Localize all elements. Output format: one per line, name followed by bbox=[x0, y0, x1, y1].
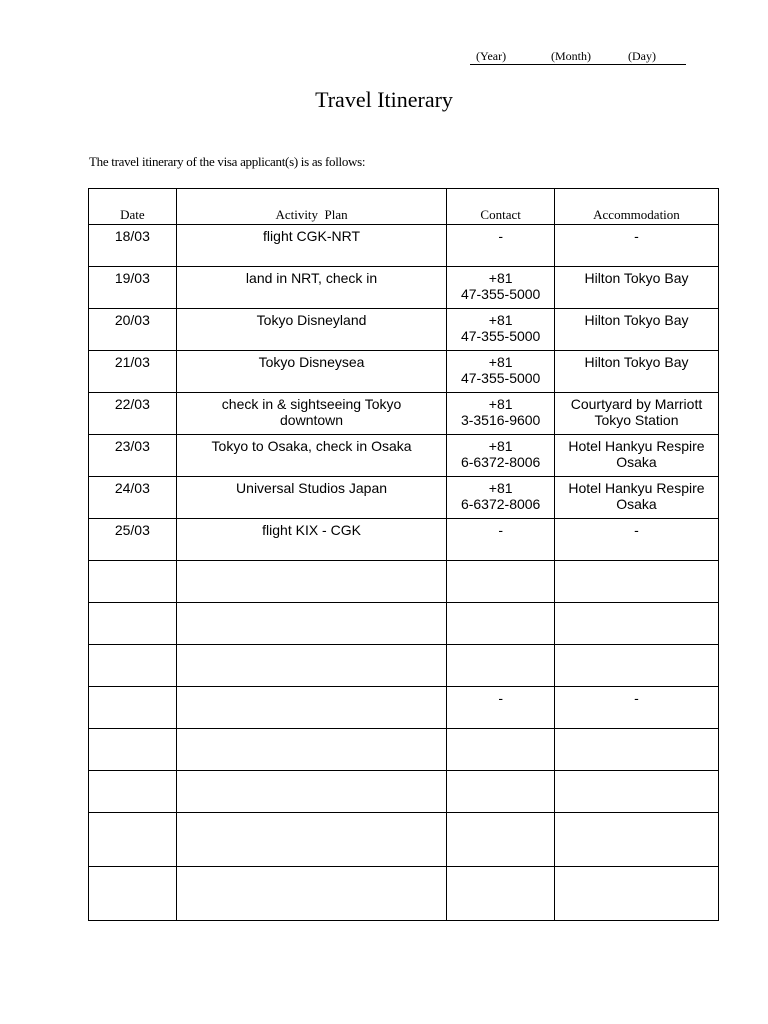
cell-contact-line: +81 bbox=[488, 396, 513, 412]
cell-contact bbox=[447, 267, 555, 309]
cell-contact-line: +81 bbox=[488, 438, 513, 454]
cell-contact bbox=[447, 771, 555, 813]
itinerary-table bbox=[88, 188, 719, 921]
cell-contact bbox=[447, 477, 555, 519]
table-row bbox=[89, 309, 719, 351]
cell-accommodation bbox=[554, 729, 718, 771]
cell-date bbox=[89, 813, 177, 867]
page-title: Travel Itinerary bbox=[315, 87, 453, 112]
cell-activity-line: land in NRT, check in bbox=[245, 270, 378, 286]
cell-date: 22/03 bbox=[89, 393, 177, 435]
column-header-contact: Contact bbox=[447, 189, 555, 225]
cell-contact bbox=[447, 225, 555, 267]
cell-contact-line: 6-6372-8006 bbox=[460, 454, 541, 470]
cell-contact bbox=[447, 813, 555, 867]
cell-contact bbox=[447, 687, 555, 729]
cell-date: 23/03 bbox=[89, 435, 177, 477]
day-label: (Day) bbox=[628, 49, 656, 63]
cell-contact bbox=[447, 519, 555, 561]
cell-contact-line: +81 bbox=[488, 270, 513, 286]
cell-accommodation bbox=[554, 561, 718, 603]
cell-date: 25/03 bbox=[89, 519, 177, 561]
cell-activity-line: downtown bbox=[280, 412, 344, 428]
cell-date bbox=[89, 603, 177, 645]
cell-activity bbox=[176, 477, 447, 519]
cell-accommodation bbox=[554, 687, 718, 729]
cell-accommodation bbox=[554, 225, 718, 267]
cell-accommodation-line: Tokyo Station bbox=[594, 412, 679, 428]
cell-date: 18/03 bbox=[89, 225, 177, 267]
date-line bbox=[470, 48, 686, 65]
table-row bbox=[89, 771, 719, 813]
cell-activity-line: check in & sightseeing Tokyo bbox=[221, 396, 402, 412]
cell-accommodation bbox=[554, 867, 718, 921]
cell-activity bbox=[176, 351, 447, 393]
table-row bbox=[89, 351, 719, 393]
column-header-activity: Activity Plan bbox=[176, 189, 447, 225]
cell-activity bbox=[176, 561, 447, 603]
year-label: (Year) bbox=[476, 49, 507, 63]
cell-activity bbox=[176, 519, 447, 561]
cell-contact bbox=[447, 729, 555, 771]
cell-contact bbox=[447, 309, 555, 351]
cell-accommodation-line: Hilton Tokyo Bay bbox=[584, 354, 689, 370]
itinerary-body bbox=[89, 225, 719, 921]
table-row bbox=[89, 729, 719, 771]
cell-activity bbox=[176, 267, 447, 309]
cell-contact-line: +81 bbox=[488, 312, 513, 328]
cell-activity bbox=[176, 687, 447, 729]
table-row bbox=[89, 435, 719, 477]
cell-accommodation bbox=[554, 603, 718, 645]
column-header-date: Date bbox=[89, 189, 177, 225]
table-row bbox=[89, 813, 719, 867]
cell-activity bbox=[176, 729, 447, 771]
cell-accommodation-line: - bbox=[634, 522, 639, 538]
cell-date bbox=[89, 867, 177, 921]
cell-contact-line: 3-3516-9600 bbox=[460, 412, 541, 428]
table-row bbox=[89, 225, 719, 267]
table-header-row bbox=[89, 189, 719, 225]
cell-accommodation-line: Hotel Hankyu Respire bbox=[568, 480, 705, 496]
cell-activity-line: flight CGK-NRT bbox=[263, 228, 361, 244]
cell-contact-line: 47-355-5000 bbox=[460, 370, 541, 386]
table-row bbox=[89, 867, 719, 921]
cell-activity-line: Tokyo Disneysea bbox=[258, 354, 365, 370]
cell-contact-line: +81 bbox=[488, 480, 513, 496]
cell-contact-line: 47-355-5000 bbox=[460, 286, 541, 302]
table-row bbox=[89, 519, 719, 561]
cell-date: 20/03 bbox=[89, 309, 177, 351]
cell-accommodation bbox=[554, 645, 718, 687]
cell-accommodation-line: Osaka bbox=[616, 496, 657, 512]
table-row bbox=[89, 477, 719, 519]
cell-activity bbox=[176, 645, 447, 687]
intro-text: The travel itinerary of the visa applicant(s) is as follows: bbox=[89, 154, 366, 169]
column-header-accommodation: Accommodation bbox=[554, 189, 718, 225]
cell-contact-line: 6-6372-8006 bbox=[460, 496, 541, 512]
cell-contact bbox=[447, 645, 555, 687]
cell-accommodation bbox=[554, 813, 718, 867]
table-row bbox=[89, 267, 719, 309]
cell-accommodation-line: - bbox=[634, 228, 639, 244]
cell-accommodation-line: Hilton Tokyo Bay bbox=[584, 270, 689, 286]
month-label: (Month) bbox=[551, 49, 591, 63]
cell-activity bbox=[176, 867, 447, 921]
cell-activity bbox=[176, 771, 447, 813]
cell-activity bbox=[176, 393, 447, 435]
cell-date: 21/03 bbox=[89, 351, 177, 393]
cell-accommodation-line: Osaka bbox=[616, 454, 657, 470]
cell-date: 24/03 bbox=[89, 477, 177, 519]
cell-date bbox=[89, 687, 177, 729]
cell-date bbox=[89, 771, 177, 813]
table-row bbox=[89, 645, 719, 687]
cell-contact-line: - bbox=[498, 522, 503, 538]
cell-accommodation-line: Hotel Hankyu Respire bbox=[568, 438, 705, 454]
cell-accommodation bbox=[554, 519, 718, 561]
cell-date: 19/03 bbox=[89, 267, 177, 309]
cell-contact-line: +81 bbox=[488, 354, 513, 370]
cell-contact bbox=[447, 435, 555, 477]
table-row bbox=[89, 687, 719, 729]
cell-contact bbox=[447, 561, 555, 603]
cell-activity bbox=[176, 435, 447, 477]
cell-accommodation bbox=[554, 267, 718, 309]
table-row bbox=[89, 603, 719, 645]
cell-accommodation bbox=[554, 477, 718, 519]
cell-activity bbox=[176, 603, 447, 645]
cell-contact-line: 47-355-5000 bbox=[460, 328, 541, 344]
cell-contact-line: - bbox=[498, 228, 503, 244]
cell-accommodation bbox=[554, 771, 718, 813]
cell-accommodation-line: - bbox=[634, 690, 639, 706]
cell-contact bbox=[447, 393, 555, 435]
cell-activity-line: flight KIX - CGK bbox=[262, 522, 361, 538]
cell-activity-line: Tokyo to Osaka, check in Osaka bbox=[211, 438, 412, 454]
cell-activity bbox=[176, 309, 447, 351]
cell-accommodation bbox=[554, 435, 718, 477]
cell-accommodation-line: Hilton Tokyo Bay bbox=[584, 312, 689, 328]
cell-accommodation bbox=[554, 309, 718, 351]
cell-activity-line: Universal Studios Japan bbox=[236, 480, 388, 496]
cell-contact bbox=[447, 603, 555, 645]
cell-accommodation bbox=[554, 351, 718, 393]
cell-accommodation bbox=[554, 393, 718, 435]
cell-date bbox=[89, 561, 177, 603]
cell-date bbox=[89, 645, 177, 687]
table-row bbox=[89, 561, 719, 603]
cell-activity bbox=[176, 813, 447, 867]
cell-activity-line: Tokyo Disneyland bbox=[256, 312, 367, 328]
cell-activity bbox=[176, 225, 447, 267]
table-row bbox=[89, 393, 719, 435]
cell-date bbox=[89, 729, 177, 771]
cell-contact-line: - bbox=[498, 690, 503, 706]
cell-accommodation-line: Courtyard by Marriott bbox=[570, 396, 703, 412]
cell-contact bbox=[447, 351, 555, 393]
cell-contact bbox=[447, 867, 555, 921]
